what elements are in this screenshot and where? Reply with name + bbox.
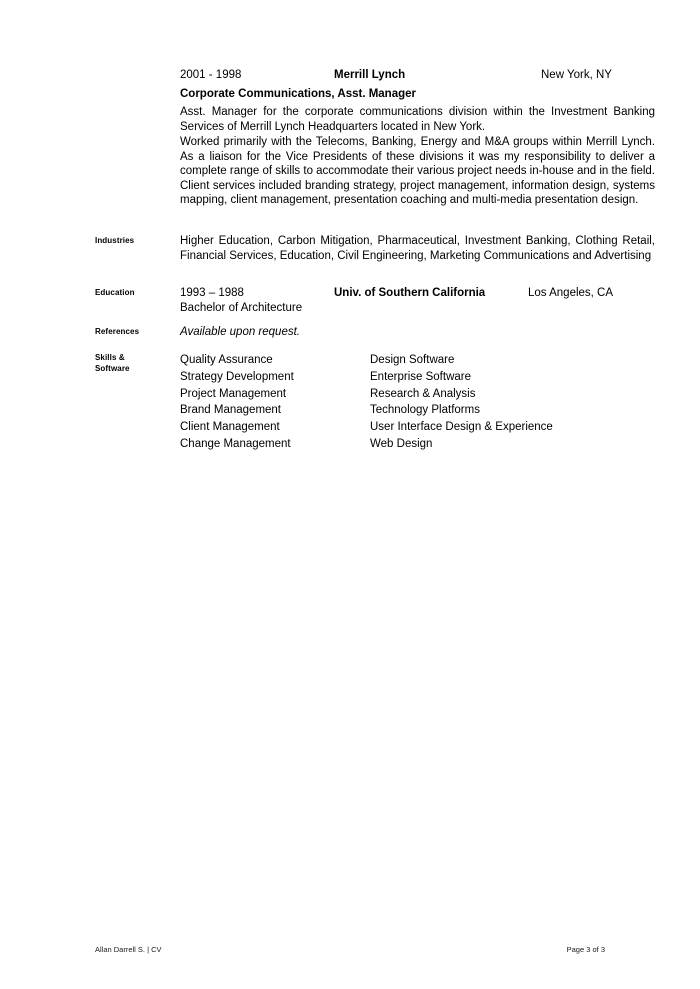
skill-item: Strategy Development [180,370,294,383]
industries-label: Industries [95,236,135,245]
experience-company: Merrill Lynch [334,69,406,81]
skill-row [180,419,655,436]
experience-paragraph-2: Worked primarily with the Telecoms, Banking, Energy and M&A groups within Merrill Lynch. As a liaison for the Vice Presidents of these divisions it was my responsibility to deliver a complete range of skills to accommodate their various project needs in-house and in the field. Client services included branding strategy, project management, information design, systems mapping, client management, presentation coaching and multi-media presentation design. [180,136,655,207]
skills-label-line-2: Software [95,364,130,373]
skill-row [180,402,655,419]
experience-header [180,68,655,83]
skills-content [180,352,655,453]
education-school: Univ. of Southern California [334,287,486,299]
skill-item: User Interface Design & Experience [370,421,553,434]
skill-item: Research & Analysis [370,387,476,400]
education-location: Los Angeles, CA [528,287,614,299]
references-content: Available upon request. [180,326,300,338]
skill-item: Web Design [370,437,433,450]
skill-item: Brand Management [180,404,282,417]
education-degree: Bachelor of Architecture [180,302,303,314]
experience-location: New York, NY [541,69,612,81]
skills-label [95,352,175,374]
education-header-line [180,286,655,301]
experience-paragraph-1: Asst. Manager for the corporate communications division within the Investment Banking Services of Merrill Lynch Headquarters located in New York. [180,106,655,133]
skill-item: Client Management [180,421,280,434]
skill-row [180,369,655,386]
page-footer [95,944,605,956]
education-label: Education [95,288,135,297]
skill-row [180,386,655,403]
footer-page-number: Page 3 of 3 [566,945,605,954]
skill-item: Quality Assurance [180,354,273,366]
experience-job-title: Corporate Communications, Asst. Manager [180,88,417,100]
skills-grid [180,352,655,453]
experience-dates: 2001 - 1998 [180,69,242,81]
skill-row [180,436,655,453]
skill-item: Project Management [180,387,287,400]
skill-item: Change Management [180,437,291,450]
skill-item: Enterprise Software [370,370,471,383]
education-dates: 1993 – 1988 [180,287,244,299]
references-label: References [95,327,140,336]
skill-item: Design Software [370,354,455,366]
skill-item: Technology Platforms [370,404,480,417]
skill-row [180,352,655,369]
skills-label-line-1: Skills & [95,353,125,362]
footer-author: Allan Darrell S. | CV [95,945,162,954]
education-content [180,286,655,318]
industries-content: Higher Education, Carbon Mitigation, Pharmaceutical, Investment Banking, Clothing Retail, Financial Services, Education, Civil Engineering, Marketing Communications and Advertising [180,235,655,262]
